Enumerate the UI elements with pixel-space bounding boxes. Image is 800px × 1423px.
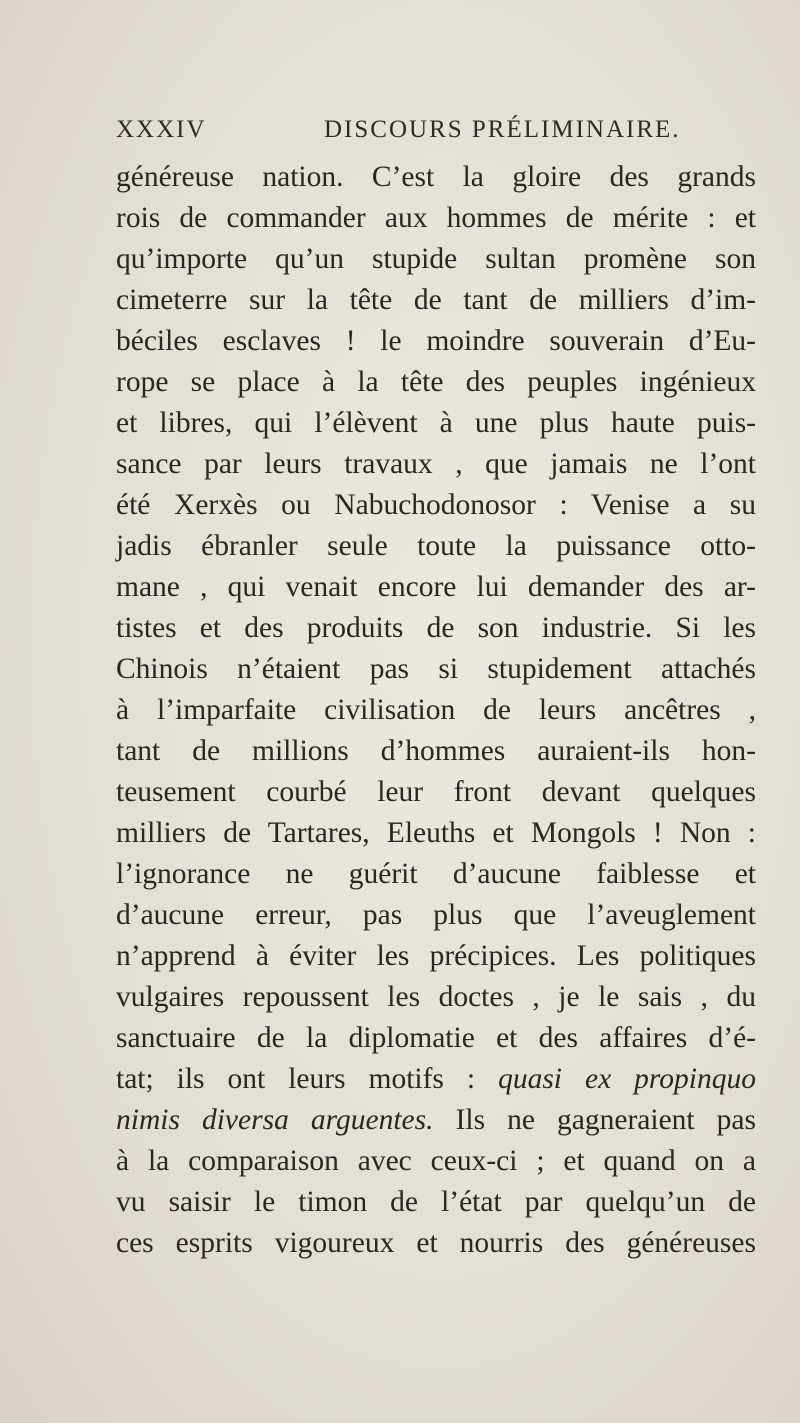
text-line xyxy=(116,1059,756,1100)
text-line: béciles esclaves ! le moindre souverain d’Eu- xyxy=(116,325,756,357)
running-title: DISCOURS PRÉLIMINAIRE. xyxy=(324,116,681,143)
text-line: cimeterre sur la tête de tant de milliers d’im- xyxy=(116,284,756,316)
text-line: généreuse nation. C’est la gloire des grands xyxy=(116,161,756,193)
text-line: Chinois n’étaient pas si stupidement attachés xyxy=(116,653,756,685)
text-line: vu saisir le timon de l’état par quelqu’un de xyxy=(116,1186,756,1218)
text-roman: Ils ne gagneraient pas xyxy=(433,1104,756,1136)
text-line: milliers de Tartares, Eleuths et Mongols ! Non : xyxy=(116,817,756,849)
latin-quote: nimis diversa arguentes. xyxy=(116,1104,434,1136)
text-line: d’aucune erreur, pas plus que l’aveuglement xyxy=(116,899,756,931)
text-line: à la comparaison avec ceux-ci ; et quand on a xyxy=(116,1145,756,1177)
text-line xyxy=(116,1100,756,1141)
text-line: rope se place à la tête des peuples ingénieux xyxy=(116,366,756,398)
text-line: qu’importe qu’un stupide sultan promène son xyxy=(116,243,756,275)
text-line: sanctuaire de la diplomatie et des affaires d’é- xyxy=(116,1022,756,1054)
text-line: mane , qui venait encore lui demander des ar- xyxy=(116,571,756,603)
text-line: ces esprits vigoureux et nourris des généreuses xyxy=(116,1227,756,1259)
text-line: vulgaires repoussent les doctes , je le sais , du xyxy=(116,981,756,1013)
text-line: tant de millions d’hommes auraient-ils hon- xyxy=(116,735,756,767)
page-number: XXXIV xyxy=(116,116,207,143)
text-line: jadis ébranler seule toute la puissance otto- xyxy=(116,530,756,562)
page-header xyxy=(116,116,756,150)
text-line: à l’imparfaite civilisation de leurs ancêtres , xyxy=(116,694,756,726)
body-text xyxy=(116,157,756,1264)
text-line: tistes et des produits de son industrie. Si les xyxy=(116,612,756,644)
text-line: teusement courbé leur front devant quelques xyxy=(116,776,756,808)
text-line: n’apprend à éviter les précipices. Les politiques xyxy=(116,940,756,972)
latin-quote: quasi ex propinquo xyxy=(498,1063,756,1095)
text-line: rois de commander aux hommes de mérite : et xyxy=(116,202,756,234)
text-line: été Xerxès ou Nabuchodonosor : Venise a su xyxy=(116,489,756,521)
text-line: et libres, qui l’élèvent à une plus haute puis- xyxy=(116,407,756,439)
text-roman: tat; ils ont leurs motifs : xyxy=(116,1063,499,1095)
text-line: sance par leurs travaux , que jamais ne l’ont xyxy=(116,448,756,480)
text-line: l’ignorance ne guérit d’aucune faiblesse et xyxy=(116,858,756,890)
